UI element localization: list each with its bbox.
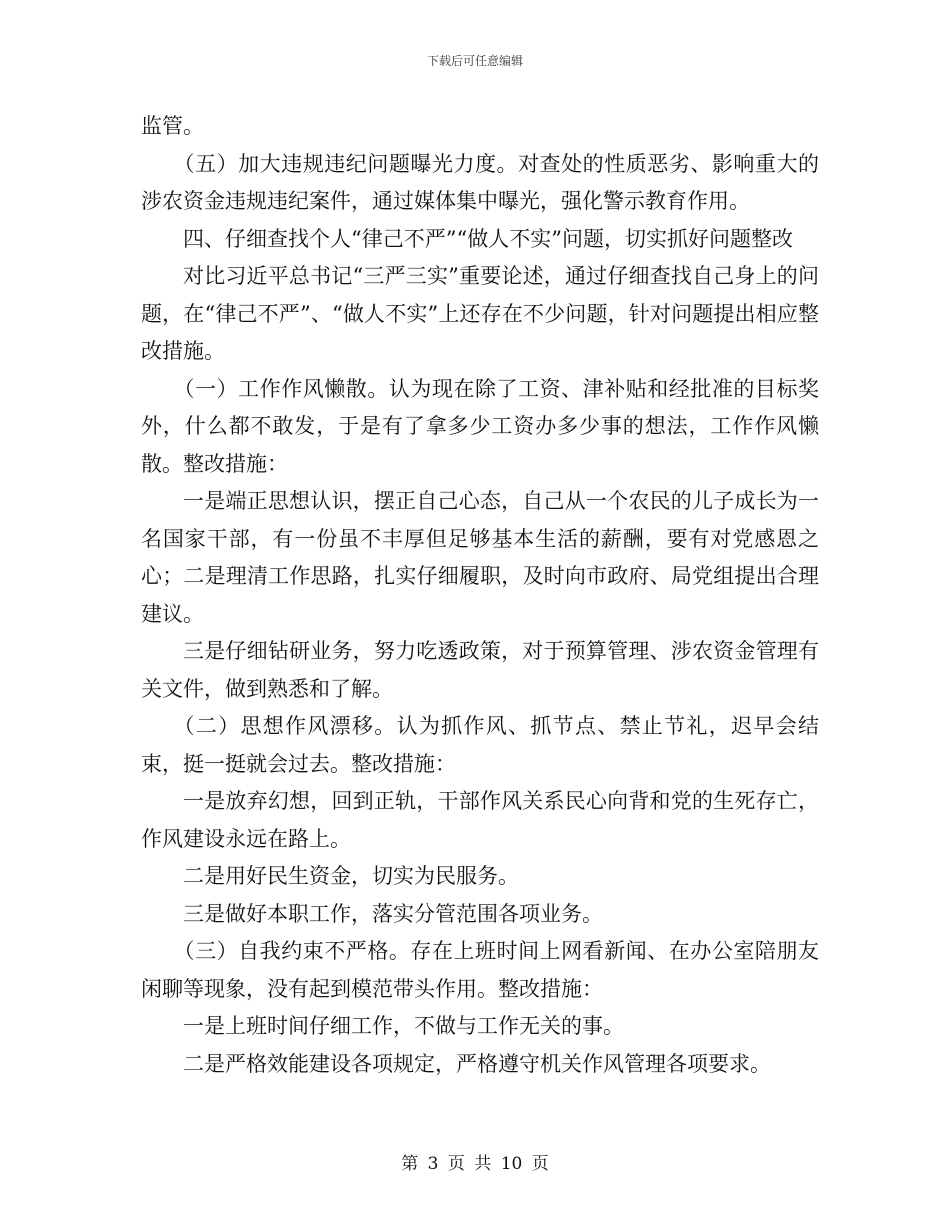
paragraph: 一是端正思想认识，摆正自己心态，自己从一个农民的儿子成长为一名国家干部，有一份虽不丰厚但足够基本生活的薪酬，要有对党感恩之心；二是理清工作思路，扎实仔细履职，及时向市政府、局党组提出合理建议。: [141, 489, 819, 626]
page-header: 下载后可任意编辑: [426, 54, 523, 68]
paragraph: 对比习近平总书记“三严三实”重要论述，通过仔细查找自己身上的问题，在“律己不严”、“做人不实”上还存在不少问题，针对问题提出相应整改措施。: [141, 264, 819, 363]
paragraph: 一是上班时间仔细工作，不做与工作无关的事。: [183, 1014, 624, 1038]
paragraph: （五）加大违规违纪问题曝光力度。对查处的性质恶劣、影响重大的涉农资金违规违纪案件，通过媒体集中曝光，强化警示教育作用。: [141, 151, 819, 213]
page-number-footer: 第 3 页 共 10 页: [401, 1154, 549, 1174]
document-body: [141, 108, 819, 1083]
paragraph: 二是用好民生资金，切实为民服务。: [183, 864, 519, 888]
paragraph: 监管。: [141, 114, 204, 138]
paragraph: （三）自我约束不严格。存在上班时间上网看新闻、在办公室陪朋友闲聊等现象，没有起到模范带头作用。整改措施：: [141, 939, 819, 1001]
paragraph: （二）思想作风漂移。认为抓作风、抓节点、禁止节礼，迟早会结束，挺一挺就会过去。整改措施：: [141, 714, 819, 776]
section-heading: 四、仔细查找个人“律己不严”“做人不实”问题，切实抓好问题整改: [183, 226, 793, 251]
paragraph: （一）工作作风懒散。认为现在除了工资、津补贴和经批准的目标奖外，什么都不敢发，于是有了拿多少工资办多少事的想法，工作作风懒散。整改措施：: [141, 376, 819, 476]
paragraph: 三是仔细钻研业务，努力吃透政策，对于预算管理、涉农资金管理有关文件，做到熟悉和了解。: [141, 639, 819, 701]
paragraph: 二是严格效能建设各项规定，严格遵守机关作风管理各项要求。: [183, 1051, 771, 1076]
paragraph: 一是放弃幻想，回到正轨，干部作风关系民心向背和党的生死存亡，作风建设永远在路上。: [141, 789, 819, 851]
paragraph: 三是做好本职工作，落实分管范围各项业务。: [183, 901, 603, 926]
